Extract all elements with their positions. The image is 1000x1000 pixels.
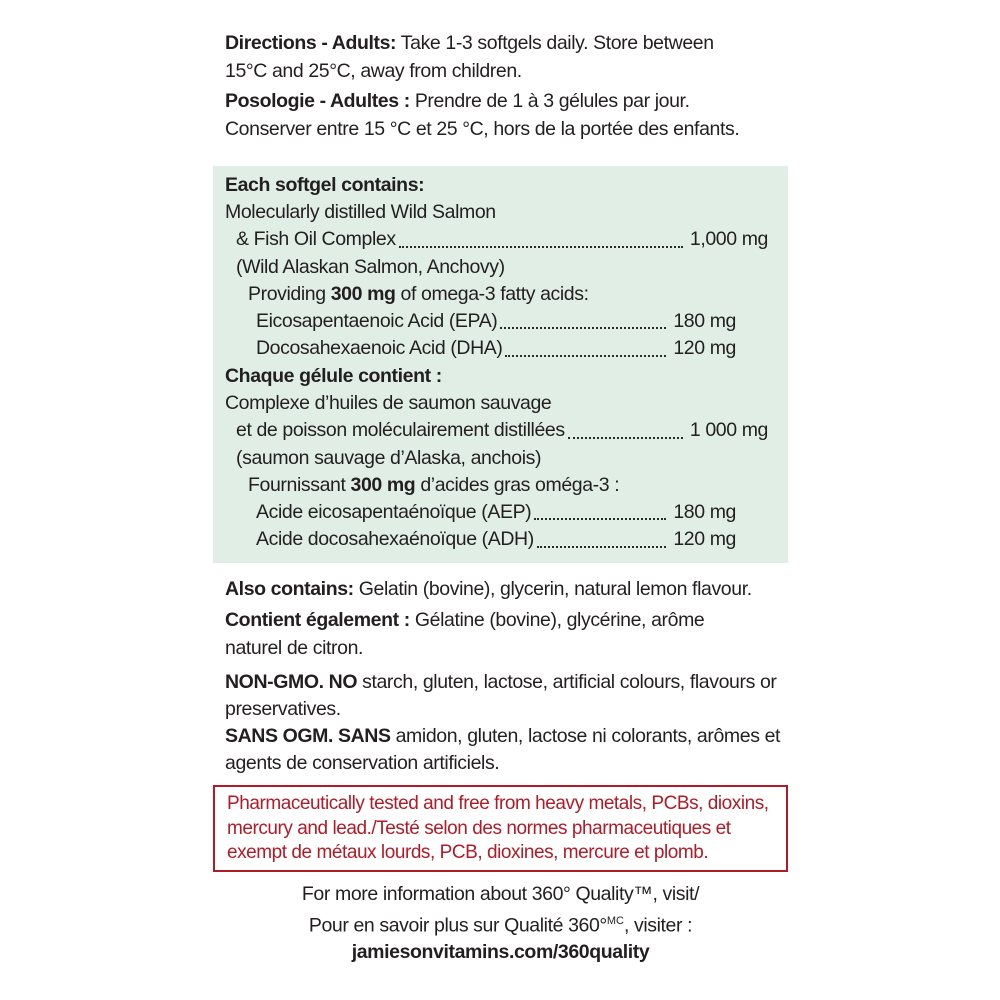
dot-leader [537,546,667,548]
supplement-facts-box [213,166,788,563]
purity-line3: exempt de métaux lourds, PCB, dioxines, mercure et plomb. [227,842,709,864]
facts-heading-en: Each softgel contains: [225,173,425,196]
non-gmo-fr-text: amidon, gluten, lactose ni colorants, arômes et [390,725,781,748]
providing-en-pre: Providing [248,282,331,305]
complex-en-value: 1,000 mg [689,228,768,251]
non-gmo-fr-lead: SANS OGM. SANS [225,725,391,748]
directions-en-line2: 15°C and 25°C, away from children. [225,60,522,83]
dot-leader [568,437,683,439]
directions-en-line1 [225,29,788,57]
providing-fr-amount: 300 mg [350,473,416,496]
footer-fr-pre: Pour en savoir plus sur Qualité 360° [308,914,607,937]
ingredient-row-complex-fr [225,417,768,444]
ingredient-row-dha-fr [225,526,768,553]
non-gmo-fr-line1 [225,723,788,750]
non-gmo-fr-line2: agents de conservation artificiels. [225,752,500,775]
directions-en-text1: Take 1-3 softgels daily. Store between [396,32,714,54]
providing-fr-post: d’acides gras oméga-3 : [415,473,620,496]
epa-en-label: Eicosapentaenoic Acid (EPA) [256,310,498,333]
dha-en-label: Docosahexaenoic Acid (DHA) [256,337,503,360]
directions-fr-text1: Prendre de 1 à 3 gélules par jour. [409,89,690,112]
ingredient-row-dha-en [225,335,768,362]
directions-fr-line1 [225,87,788,115]
ingredient-row-epa-en [225,308,768,335]
also-contains-en [225,576,788,604]
footer-section [213,881,788,967]
label-content [213,0,788,966]
also-contains-en-lead: Also contains: [225,577,354,600]
dha-en-value: 120 mg [673,337,736,360]
also-contains-fr-text: Gélatine (bovine), glycérine, arôme [409,609,705,632]
directions-fr-lead: Posologie - Adultes : [225,89,410,112]
footer-fr-post: , visiter : [623,914,693,937]
footer-fr [213,908,788,940]
non-gmo-en-line1 [225,669,788,696]
directions-en [225,29,788,86]
directions-fr [225,87,788,144]
providing-en-post: of omega-3 fatty acids: [395,282,589,305]
dha-fr-label: Acide docosahexaénoïque (ADH) [256,528,534,551]
dot-leader [399,246,683,248]
footer-fr-sup: MC [606,914,624,927]
also-contains-fr [225,607,788,662]
providing-fr-pre: Fournissant [248,473,351,496]
epa-en-value: 180 mg [673,310,736,333]
dot-leader [534,518,666,520]
epa-fr-label: Acide eicosapentaénoïque (AEP) [256,501,532,524]
providing-fr [225,472,768,499]
directions-en-lead: Directions - Adults: [225,32,397,54]
ingredient-row-complex-en [225,226,768,253]
providing-en-amount: 300 mg [330,282,396,305]
non-gmo-section [213,669,788,777]
purity-statement-box [213,785,788,872]
source-fr: (saumon sauvage d’Alaska, anchois) [236,446,542,469]
dot-leader [500,327,666,329]
purity-line1: Pharmaceutically tested and free from heavy metals, PCBs, dioxins, [227,793,769,815]
providing-en [225,281,768,308]
complex-fr-label: et de poisson moléculairement distillées [236,419,565,442]
footer-url: jamiesonvitamins.com/360quality [351,941,650,964]
footer-en: For more information about 360° Quality™, visit/ [301,882,700,905]
source-en: (Wild Alaskan Salmon, Anchovy) [236,255,505,278]
non-gmo-en-lead: NON-GMO. NO [225,671,358,694]
also-contains-fr-lead: Contient également : [225,609,410,632]
non-gmo-en-line2: preservatives. [225,698,341,721]
directions-section [213,29,788,144]
also-contains-en-text: Gelatin (bovine), glycerin, natural lemon flavour. [353,577,752,600]
complex-fr-value: 1 000 mg [689,419,768,442]
dha-fr-value: 120 mg [673,528,736,551]
dot-leader [505,355,666,357]
non-gmo-en-text: starch, gluten, lactose, artificial colours, flavours or [357,671,777,694]
also-contains-fr-line2: naturel de citron. [225,636,364,659]
ingredient-en-line1: Molecularly distilled Wild Salmon [225,200,496,223]
ingredient-fr-line1: Complexe d’huiles de saumon sauvage [225,392,552,414]
epa-fr-value: 180 mg [673,501,736,524]
also-contains-fr-line1 [225,607,788,635]
facts-heading-fr: Chaque gélule contient : [225,364,442,387]
also-contains-section [213,576,788,663]
ingredient-row-epa-fr [225,499,768,526]
directions-fr-line2: Conserver entre 15 °C et 25 °C, hors de la portée des enfants. [225,118,740,141]
purity-line2: mercury and lead./Testé selon des normes pharmaceutiques et [227,817,731,839]
complex-en-label: & Fish Oil Complex [236,228,396,251]
